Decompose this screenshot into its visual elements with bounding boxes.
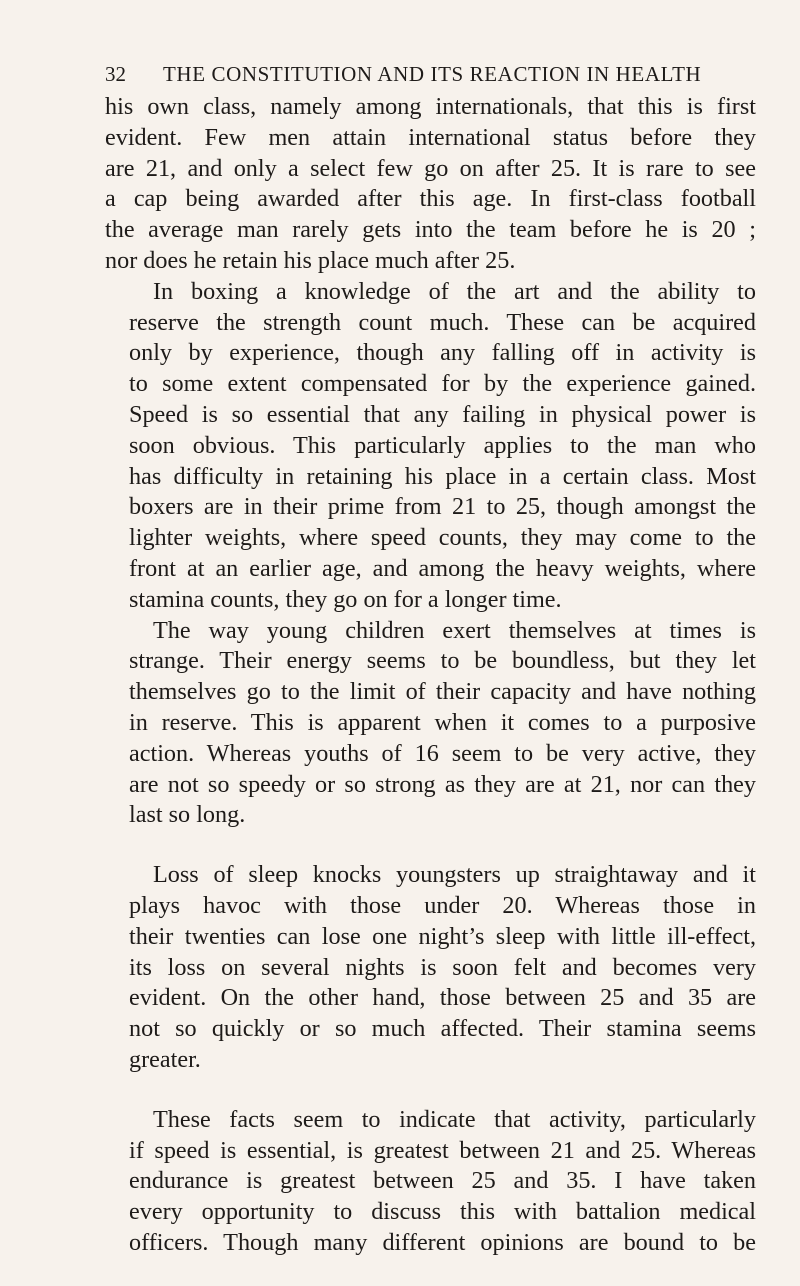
text-line: strange. Their energy seems to be boundless, but they let (129, 647, 756, 675)
paragraph-1 (105, 92, 756, 277)
text-line: Speed is so essential that any failing in physical power is (129, 400, 756, 428)
text-line: officers. Though many different opinions are bound to be (129, 1228, 756, 1256)
text-line: if speed is essential, is greatest between 21 and 25. Whereas (129, 1136, 756, 1164)
text-line: lighter weights, where speed counts, they may come to the (129, 524, 756, 552)
text-line: evident. Few men attain international status before they (105, 123, 756, 151)
text-line: to some extent compensated for by the experience gained. (129, 370, 756, 398)
body-text (105, 92, 756, 1259)
text-line: his own class, namely among internationals, that this is first (105, 93, 756, 120)
text-line: themselves go to the limit of their capacity and have nothing (129, 678, 756, 706)
text-line: last so long. (129, 801, 246, 829)
text-line: These facts seem to indicate that activity, particularly (153, 1105, 756, 1133)
paragraph-4 (105, 860, 756, 1076)
running-title: THE CONSTITUTION AND ITS REACTION IN HEALTH (163, 62, 702, 86)
text-line: a cap being awarded after this age. In first-class football (105, 185, 756, 213)
text-line: action. Whereas youths of 16 seem to be very active, they (129, 739, 756, 767)
text-line: not so quickly or so much affected. Their stamina seems (129, 1015, 756, 1043)
text-line: has difficulty in retaining his place in a certain class. Most (129, 462, 756, 490)
text-line: are not so speedy or so strong as they are at 21, nor can they (129, 770, 756, 798)
text-line: front at an earlier age, and among the heavy weights, where (129, 554, 756, 582)
text-line: endurance is greatest between 25 and 35. I have taken (129, 1167, 756, 1195)
text-line: stamina counts, they go on for a longer time. (129, 585, 562, 613)
page-number: 32 (105, 62, 126, 86)
paragraph-gap (105, 831, 756, 860)
text-line: are 21, and only a select few go on after 25. It is rare to see (105, 154, 756, 182)
text-line: reserve the strength count much. These can be acquired (129, 308, 756, 336)
text-line: boxers are in their prime from 21 to 25, though amongst the (129, 493, 756, 521)
text-line: In boxing a knowledge of the art and the ability to (153, 277, 756, 305)
text-line: plays havoc with those under 20. Whereas those in (129, 891, 756, 919)
text-line: only by experience, though any falling off in activity is (129, 339, 756, 367)
paragraph-gap (105, 1076, 756, 1105)
text-line: nor does he retain his place much after 25. (105, 246, 516, 274)
text-line: their twenties can lose one night’s sleep with little ill-effect, (129, 922, 756, 950)
text-line: evident. On the other hand, those between 25 and 35 are (129, 984, 756, 1012)
paragraph-2 (105, 277, 756, 616)
text-line: greater. (129, 1045, 201, 1073)
text-line: its loss on several nights is soon felt and becomes very (129, 953, 756, 981)
text-line: in reserve. This is apparent when it comes to a purposive (129, 708, 756, 736)
paragraph-5 (105, 1105, 756, 1259)
text-line: Loss of sleep knocks youngsters up straightaway and it (153, 861, 756, 889)
paragraph-3 (105, 616, 756, 832)
text-line: every opportunity to discuss this with battalion medical (129, 1198, 756, 1226)
running-head (105, 60, 705, 88)
text-line: soon obvious. This particularly applies to the man who (129, 431, 756, 459)
text-line: the average man rarely gets into the team before he is 20 ; (105, 216, 756, 244)
text-line: The way young children exert themselves at times is (153, 616, 756, 644)
